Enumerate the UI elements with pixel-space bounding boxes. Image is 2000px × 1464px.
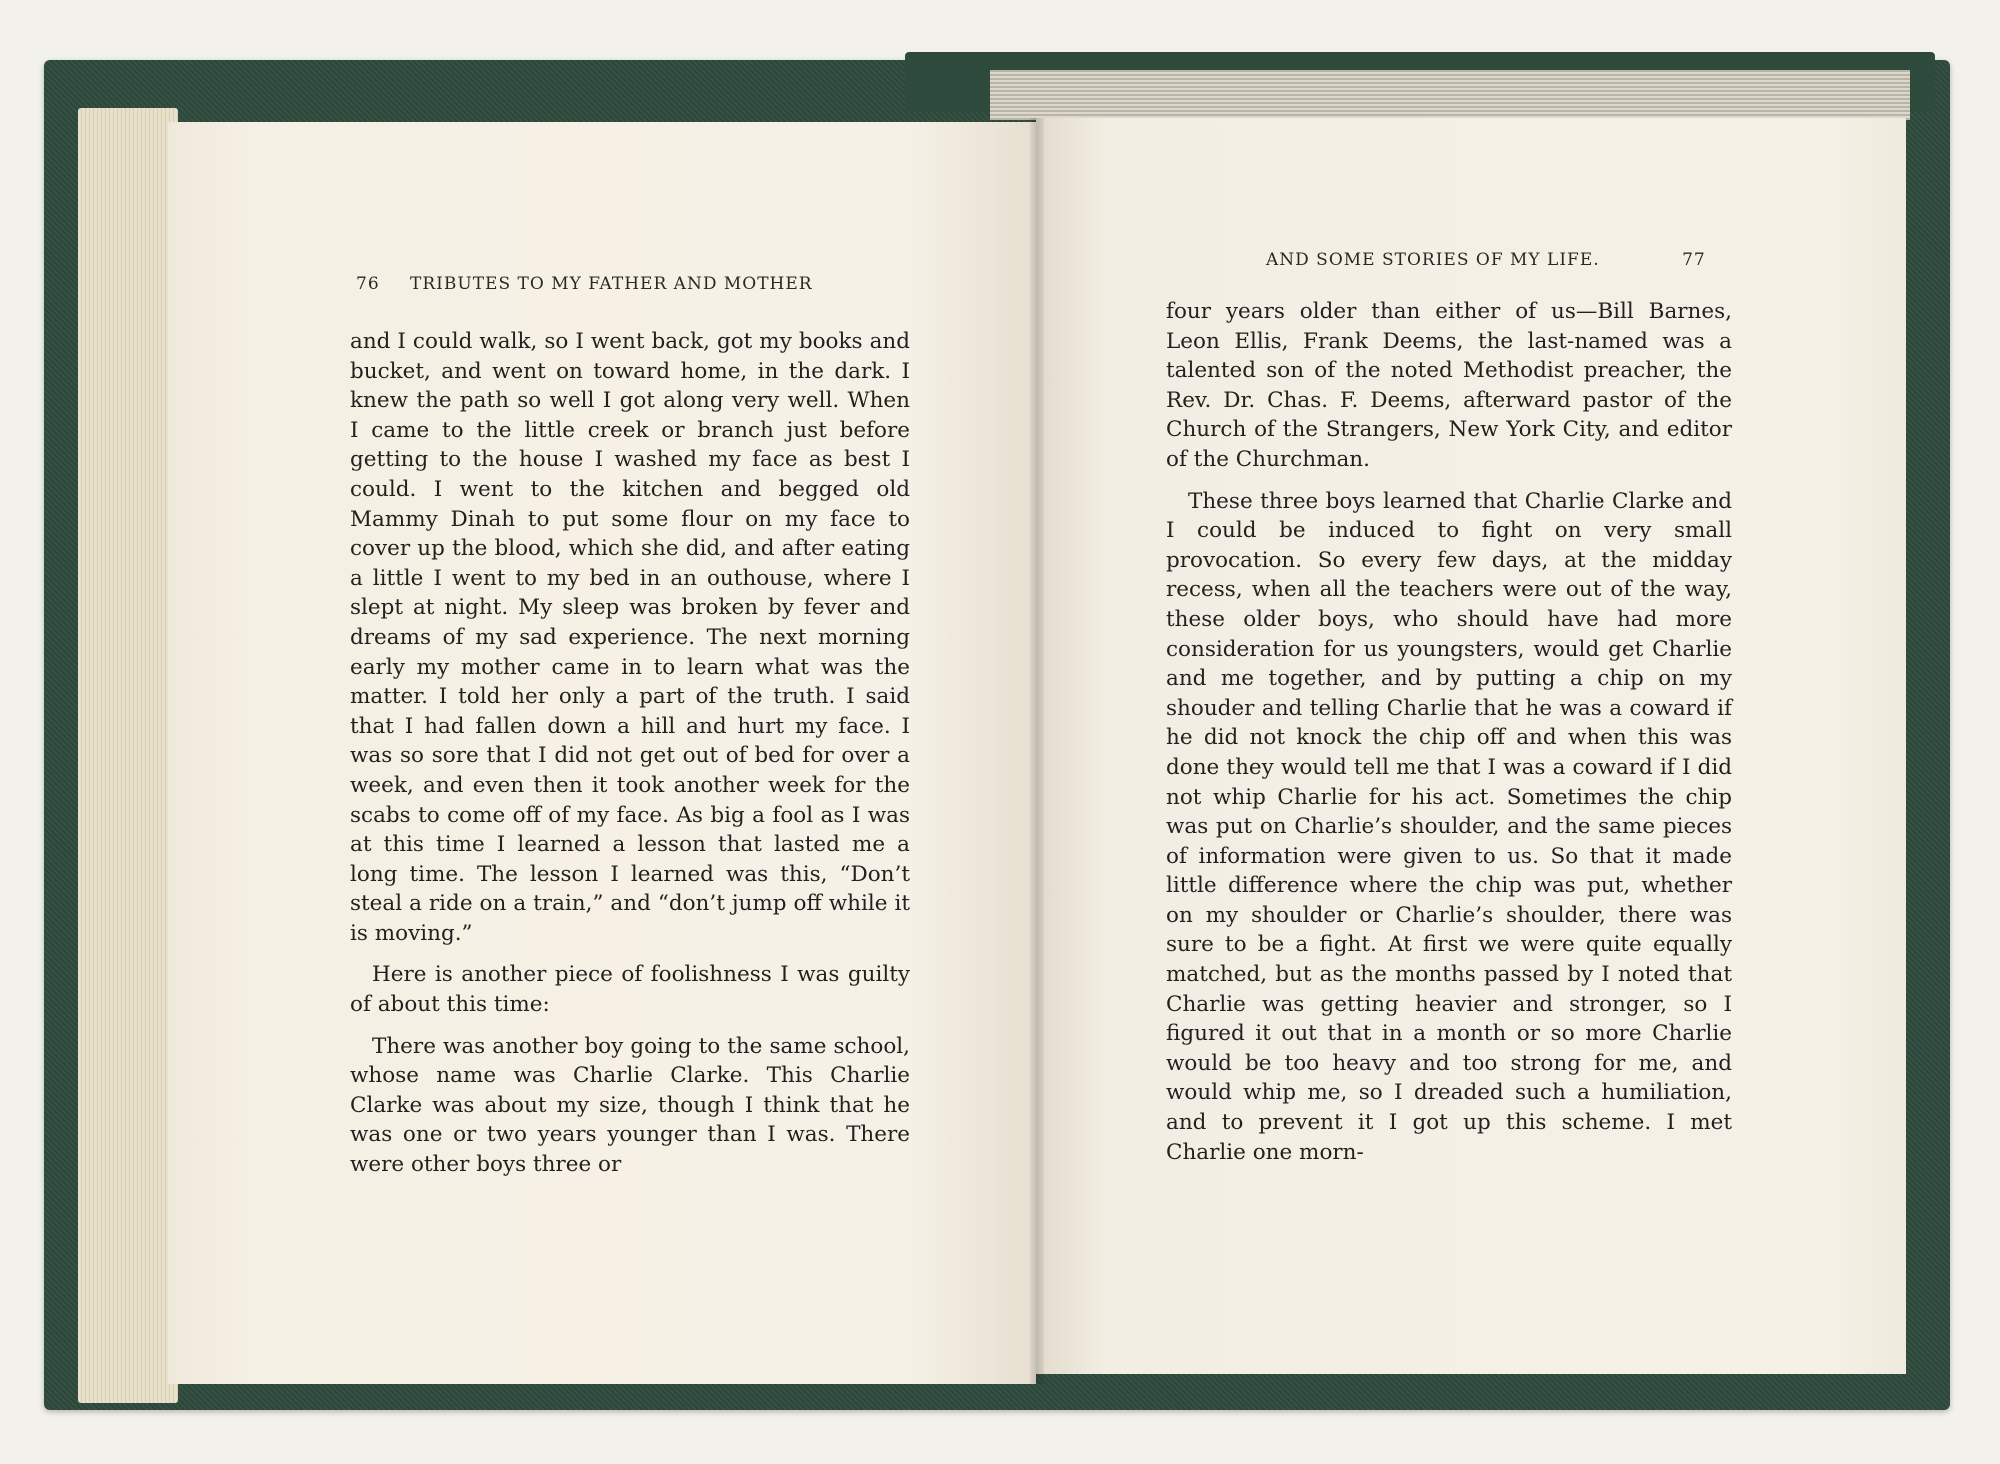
paragraph: These three boys learned that Charlie Clarke and I could be induced to fight on very small provocation. So every few days, at the midday recess, when all the teachers were out of the way, these older boys, who should have had more consideration for us youngsters, would get Charlie and me together, and by putting a chip on my shouder and telling Charlie that he was a coward if he did not knock the chip off and when this was done they would tell me that I was a coward if I did not whip Charlie for his act. Sometimes the chip was put on Charlie’s shoulder, and the same pieces of information were given to us. So that it made little difference where the chip was put, whether on my shoulder or Charlie’s shoulder, there was sure to be a fight. At first we were quite equally matched, but as the months passed by I noted that Charlie was getting heavier and stronger, so I figured it out that in a month or so more Charlie would be too heavy and too strong for me, and would whip me, so I dreaded such a humiliation, and to prevent it I got up this scheme. I met Charlie one morn-	[1166, 488, 1732, 1165]
right-page-number: 77	[1682, 250, 1706, 270]
left-running-head-title: TRIBUTES TO MY FATHER AND MOTHER	[410, 274, 813, 294]
left-page-number: 76	[356, 274, 380, 294]
left-running-head	[356, 274, 813, 294]
page-edges-left	[78, 108, 178, 1403]
paragraph: four years older than either of us—Bill Barnes, Leon Ellis, Frank Deems, the last-named was a talented son of the noted Methodist preacher, the Rev. Dr. Chas. F. Deems, afterward pastor of the Church of the Strangers, New York City, and editor of the Churchman.	[1166, 299, 1732, 472]
book-gutter	[1030, 118, 1044, 1384]
paragraph: Here is another piece of foolishness I was guilty of about this time:	[350, 962, 910, 1018]
page-edges-top	[990, 70, 1910, 120]
right-running-head-title: AND SOME STORIES OF MY LIFE.	[1266, 250, 1600, 270]
paragraph: There was another boy going to the same school, whose name was Charlie Clarke. This Charlie Clarke was about my size, though I think that he was one or two years younger than I was. There were other boys three or	[350, 1033, 910, 1178]
paragraph: and I could walk, so I went back, got my books and bucket, and went on toward home, in the dark. I knew the path so well I got along very well. When I came to the little creek or branch just before getting to the house I washed my face as best I could. I went to the kitchen and begged old Mammy Dinah to put some flour on my face to cover up the blood, which she did, and after eating a little I went to my bed in an outhouse, where I slept at night. My sleep was broken by fever and dreams of my sad experience. The next morning early my mother came in to learn what was the matter. I told her only a part of the truth. I said that I had fallen down a hill and hurt my face. I was so sore that I did not get out of bed for over a week, and even then it took another week for the scabs to come off of my face. As big a fool as I was at this time I learned a lesson that lasted me a long time. The lesson I learned was this, “Don’t steal a ride on a train,” and “don’t jump off while it is moving.”	[350, 329, 910, 946]
right-page-text	[1166, 297, 1732, 1167]
right-running-head	[1266, 250, 1706, 270]
left-page-text	[350, 327, 910, 1180]
